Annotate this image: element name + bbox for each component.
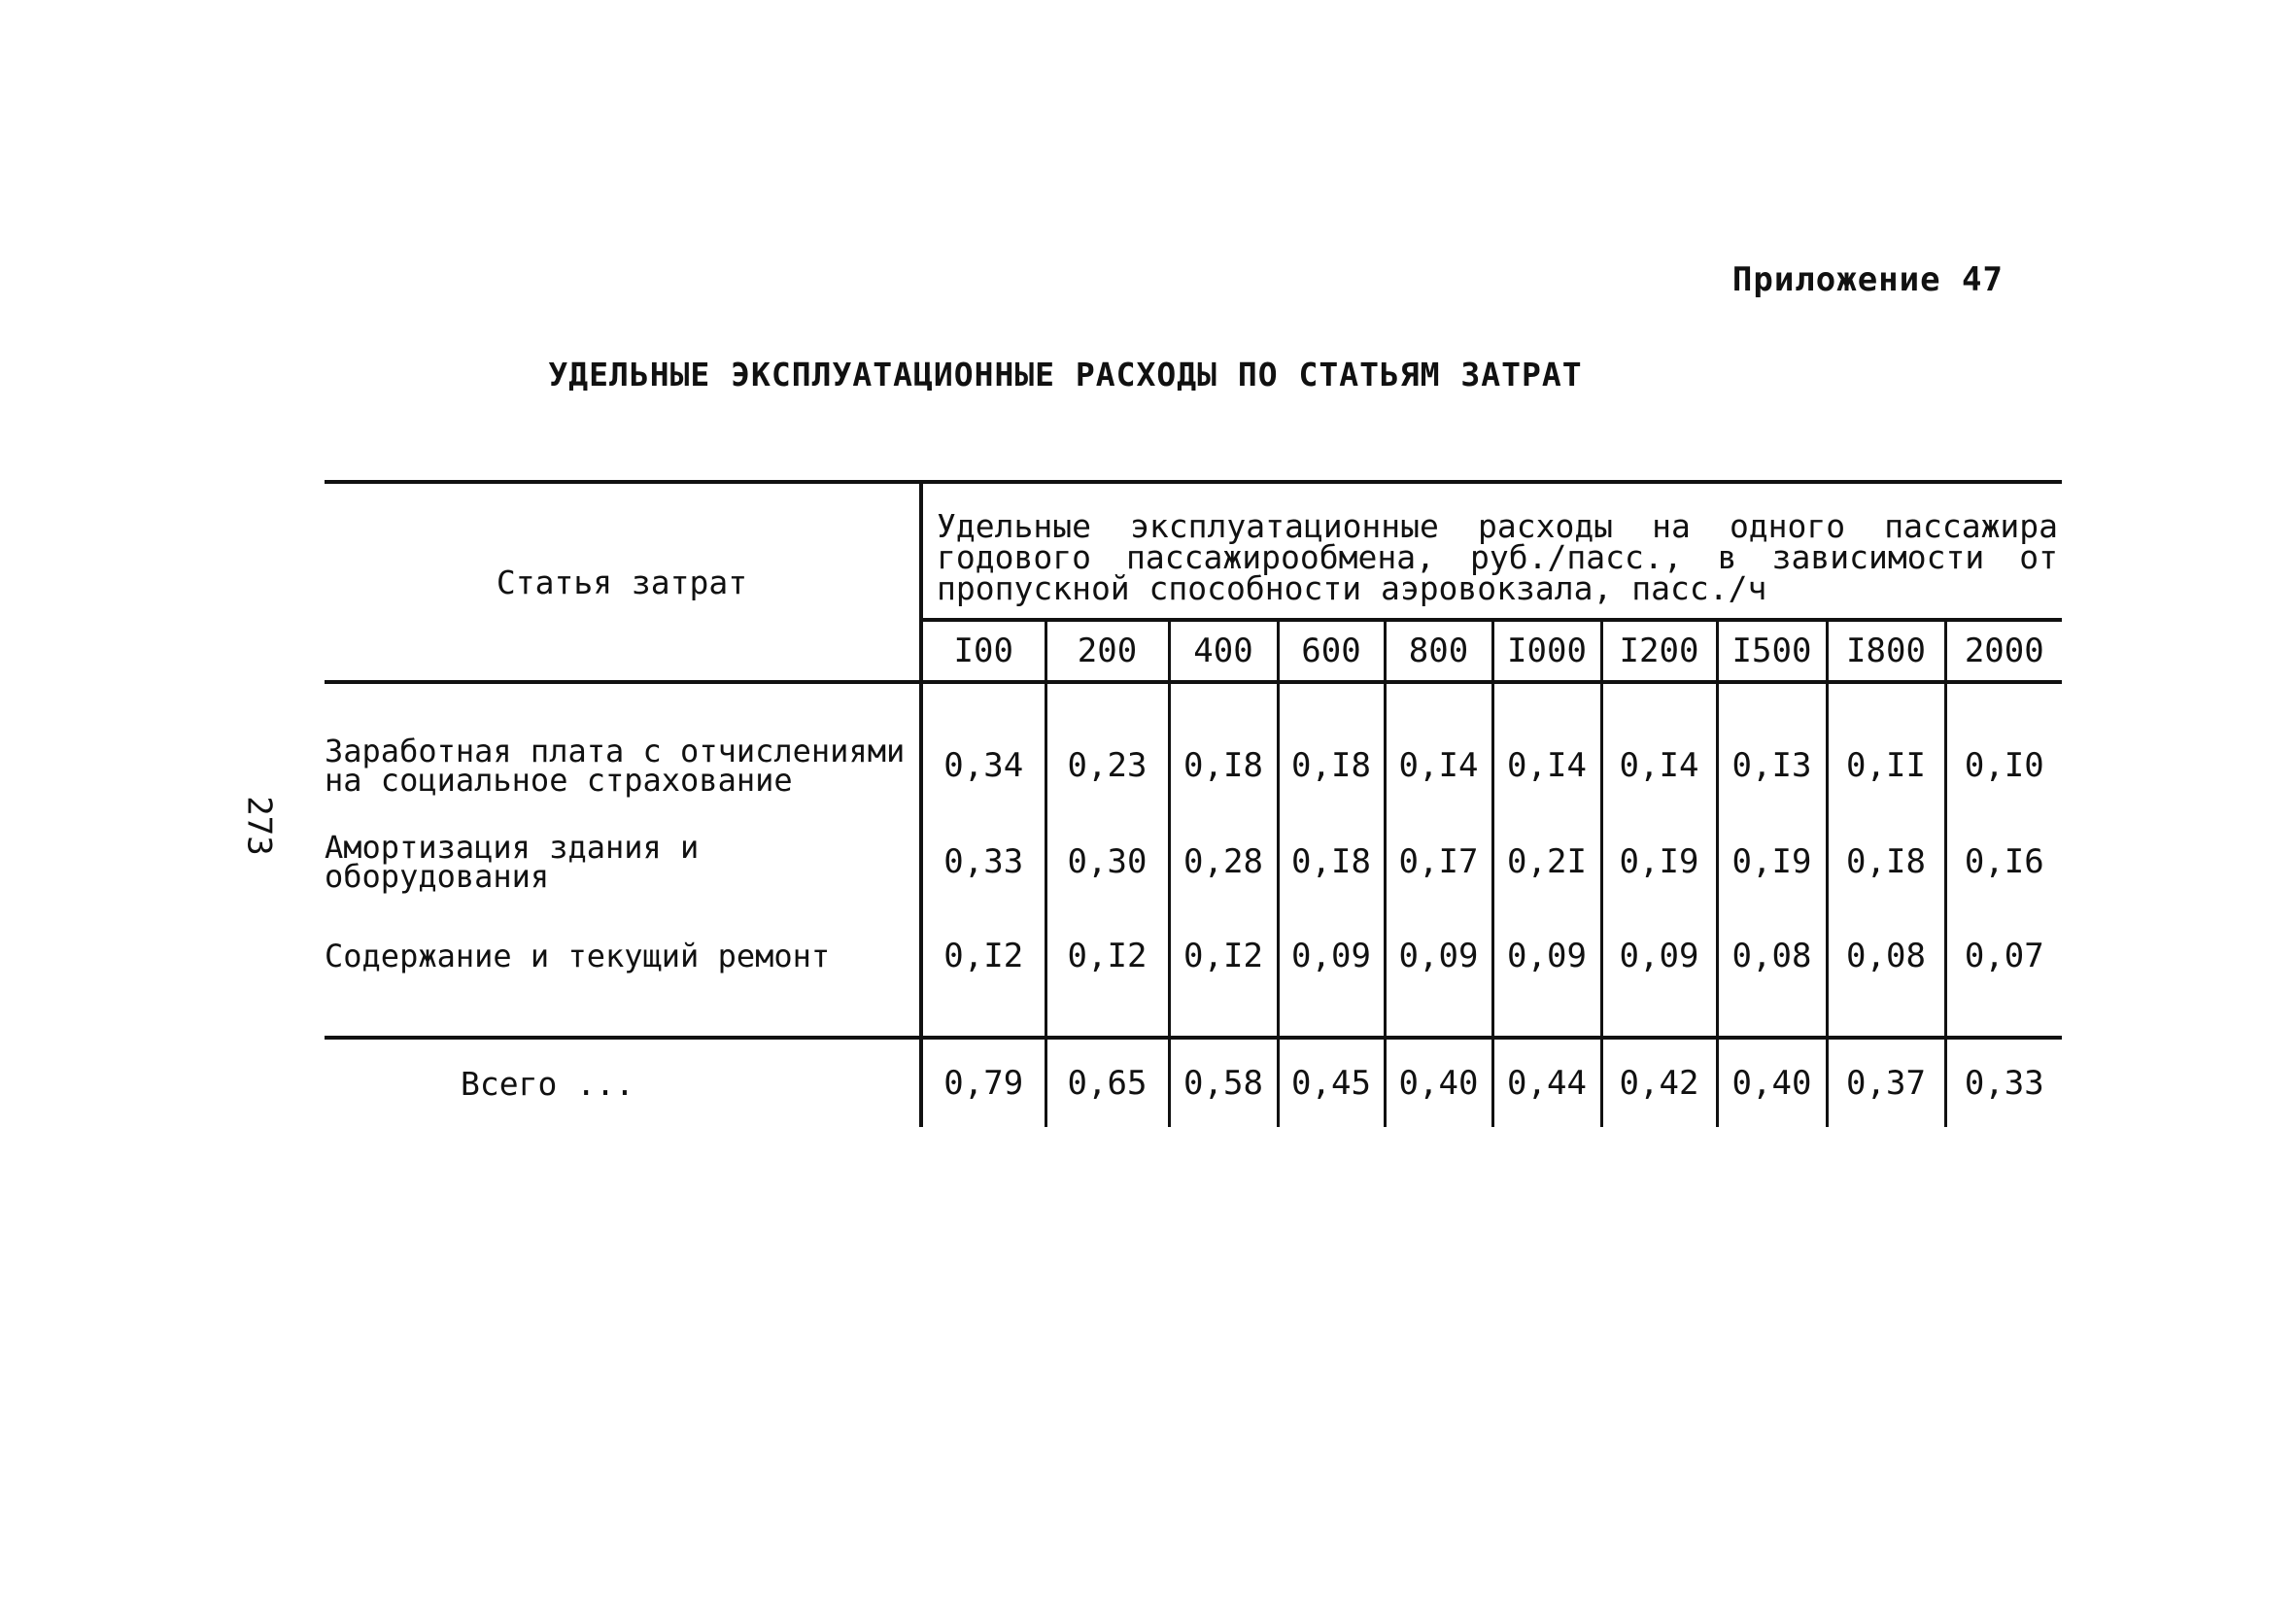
capacity-header: 400 <box>1169 620 1278 682</box>
capacity-header: 200 <box>1045 620 1169 682</box>
cost-value: 0,I9 <box>1601 808 1717 915</box>
page-title: УДЕЛЬНЫЕ ЭКСПЛУАТАЦИОННЫЕ РАСХОДЫ ПО СТАТЬЯМ ЗАТРАТ <box>548 356 1583 393</box>
cost-value: 0,I0 <box>1945 723 2062 808</box>
cost-value: 0,65 <box>1045 1038 1169 1127</box>
cost-value: 0,I6 <box>1945 808 2062 915</box>
row-label: Амортизация здания и оборудования <box>325 829 700 895</box>
cost-value: 0,28 <box>1169 808 1278 915</box>
cost-value: 0,37 <box>1827 1038 1945 1127</box>
cost-value: 0,23 <box>1045 723 1169 808</box>
total-label: Всего ... <box>461 1064 634 1103</box>
cost-value: 0,I2 <box>1045 915 1169 997</box>
cost-table <box>325 480 2062 1127</box>
total-row <box>325 1038 2062 1127</box>
cost-value: 0,30 <box>1045 808 1169 915</box>
cost-value: 0,I8 <box>1827 808 1945 915</box>
cost-value: 0,79 <box>921 1038 1045 1127</box>
cost-value: 0,09 <box>1385 915 1492 997</box>
capacity-header: 800 <box>1385 620 1492 682</box>
cost-value: 0,I3 <box>1717 723 1827 808</box>
cost-value: 0,09 <box>1278 915 1385 997</box>
cost-value: 0,I2 <box>1169 915 1278 997</box>
row-header: Статья затрат <box>496 563 748 601</box>
cost-value: 0,58 <box>1169 1038 1278 1127</box>
capacity-header: I500 <box>1717 620 1827 682</box>
cost-value: 0,09 <box>1492 915 1601 997</box>
cost-value: 0,09 <box>1601 915 1717 997</box>
cost-value: 0,2I <box>1492 808 1601 915</box>
cost-value: 0,I4 <box>1492 723 1601 808</box>
capacity-header: 2000 <box>1945 620 2062 682</box>
row-label: Содержание и текущий ремонт <box>325 938 831 974</box>
table-row <box>325 808 2062 915</box>
cost-value: 0,40 <box>1385 1038 1492 1127</box>
cost-value: 0,II <box>1827 723 1945 808</box>
table-row <box>325 915 2062 997</box>
cost-value: 0,42 <box>1601 1038 1717 1127</box>
capacity-header: I200 <box>1601 620 1717 682</box>
cost-value: 0,40 <box>1717 1038 1827 1127</box>
capacity-header: I00 <box>921 620 1045 682</box>
cost-value: 0,I9 <box>1717 808 1827 915</box>
cost-value: 0,I4 <box>1601 723 1717 808</box>
cost-value: 0,33 <box>921 808 1045 915</box>
row-label: Заработная плата с отчислениями на социальное страхование <box>325 733 906 799</box>
cost-value: 0,34 <box>921 723 1045 808</box>
column-group-header: Удельные эксплуатационные расходы на одного пассажира годового пассажирообмена, руб./пасс., в зависимости от пропускной способности аэровокзала, пасс./ч <box>921 482 2062 620</box>
cost-value: 0,I7 <box>1385 808 1492 915</box>
cost-value: 0,33 <box>1945 1038 2062 1127</box>
cost-value: 0,08 <box>1827 915 1945 997</box>
capacity-header: I800 <box>1827 620 1945 682</box>
table-row <box>325 723 2062 808</box>
page-number: 273 <box>239 796 279 856</box>
cost-value: 0,45 <box>1278 1038 1385 1127</box>
capacity-header: 600 <box>1278 620 1385 682</box>
cost-value: 0,I8 <box>1278 808 1385 915</box>
cost-value: 0,44 <box>1492 1038 1601 1127</box>
cost-value: 0,I4 <box>1385 723 1492 808</box>
cost-value: 0,I8 <box>1278 723 1385 808</box>
cost-value: 0,I8 <box>1169 723 1278 808</box>
cost-value: 0,08 <box>1717 915 1827 997</box>
cost-value: 0,07 <box>1945 915 2062 997</box>
appendix-label: Приложение 47 <box>1731 260 2004 299</box>
cost-value: 0,I2 <box>921 915 1045 997</box>
capacity-header: I000 <box>1492 620 1601 682</box>
